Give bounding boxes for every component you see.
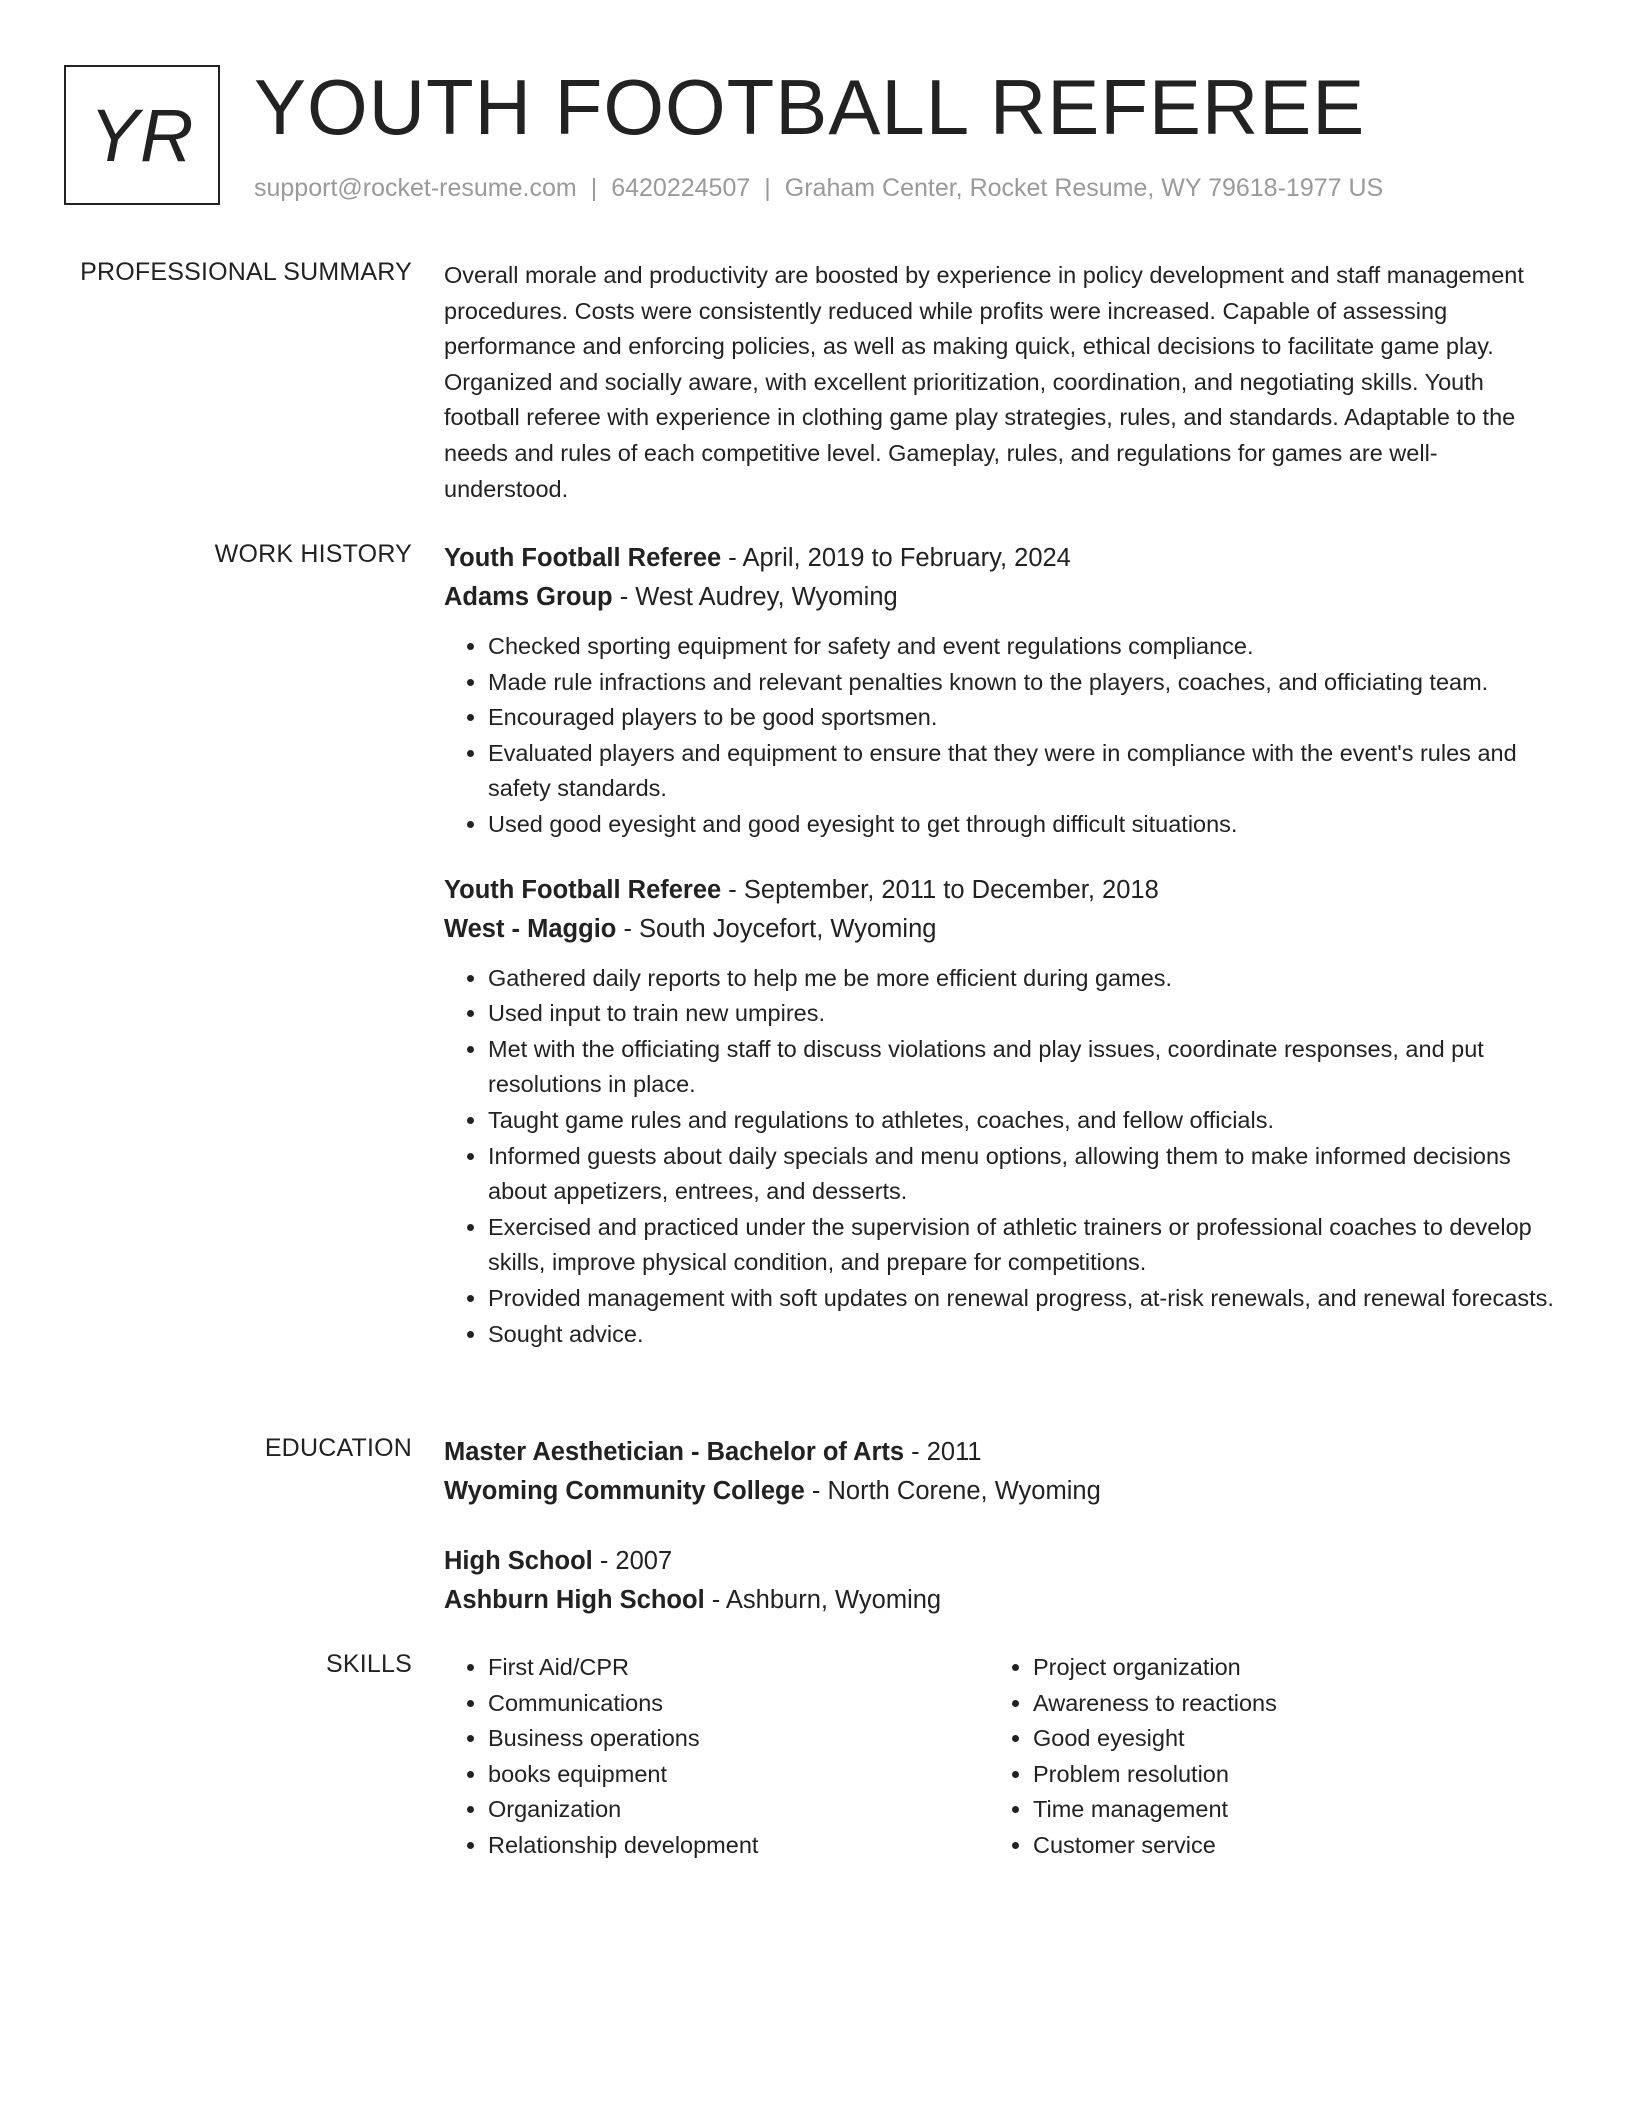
list-item: • Exercised and practiced under the supervision of athletic trainers or professional coaches to develop skills, improve physical condition, and prepare for competitions. [488,1210,1554,1281]
skills-list [444,1650,984,1864]
skills-list [989,1650,1529,1864]
school-line [444,1472,1554,1511]
contact-line [254,174,1383,203]
list-item: • Sought advice. [488,1317,1554,1353]
contact-address: Graham Center, Rocket Resume, WY 79618-1977 US [784,174,1384,202]
job-title-line [444,871,1554,910]
job-title: Youth Football Referee [444,544,722,572]
list-item: • Awareness to reactions [1033,1686,1529,1722]
job-entry [444,871,1554,1353]
contact-separator: | [764,174,771,202]
list-item: • Provided management with soft updates on renewal progress, at-risk renewals, and renewal forecasts. [488,1281,1554,1317]
job-dates: - September, 2011 to December, 2018 [721,875,1159,904]
job-title: Youth Football Referee [444,875,722,904]
school-name: Ashburn High School [444,1586,705,1614]
job-company-line [444,578,1554,617]
education-body [444,1433,1554,1620]
list-item: • Gathered daily reports to help me be more efficient during games. [488,961,1554,997]
contact-email: support@rocket-resume.com [254,174,577,202]
skills-column-right [989,1650,1529,1864]
work-history-body [444,539,1554,1352]
job-entry [444,539,1554,843]
work-history-heading: WORK HISTORY [214,540,412,568]
job-company-line [444,910,1554,949]
monogram-logo: YR [64,65,220,205]
list-item: • Made rule infractions and relevant penalties known to the players, coaches, and officiating team. [488,665,1554,701]
degree-line [444,1433,1554,1472]
list-item: • First Aid/CPR [488,1650,984,1686]
job-title-line [444,539,1554,578]
list-item: • Time management [1033,1792,1529,1828]
degree: Master Aesthetician - Bachelor of Arts [444,1438,905,1466]
list-item: • Informed guests about daily specials and menu options, allowing them to make informed decisions about appetizers, entrees, and desserts. [488,1139,1554,1210]
contact-separator: | [590,174,598,202]
skills-heading: SKILLS [326,1650,412,1678]
degree-line [444,1542,1554,1581]
list-item: • Business operations [488,1721,984,1757]
school-line [444,1581,1554,1620]
job-location: - West Audrey, Wyoming [612,583,898,611]
education-heading: EDUCATION [264,1434,412,1462]
resume-title: YOUTH FOOTBALL REFEREE [254,63,1366,151]
school-location: - Ashburn, Wyoming [704,1586,942,1614]
list-item: • Checked sporting equipment for safety and event regulations compliance. [488,629,1554,665]
job-company: Adams Group [444,583,613,611]
list-item: • Encouraged players to be good sportsmen. [488,700,1554,736]
list-item: • Problem resolution [1033,1757,1529,1793]
summary-heading: PROFESSIONAL SUMMARY [80,258,412,286]
degree-year: - 2011 [904,1438,982,1466]
list-item: • Customer service [1033,1828,1529,1864]
contact-phone: 6420224507 [611,174,751,202]
list-item: • Communications [488,1686,984,1722]
degree-year: - 2007 [592,1547,673,1575]
list-item: • Used good eyesight and good eyesight to get through difficult situations. [488,807,1554,843]
job-company: West - Maggio [444,914,617,943]
skills-column-left [444,1650,984,1864]
job-location: - South Joycefort, Wyoming [616,914,937,943]
list-item: • Taught game rules and regulations to athletes, coaches, and fellow officials. [488,1103,1554,1139]
summary-body [444,258,1554,507]
education-entry [444,1542,1554,1620]
job-dates: - April, 2019 to February, 2024 [721,544,1071,572]
list-item: • books equipment [488,1757,984,1793]
degree: High School [444,1547,593,1575]
list-item: • Project organization [1033,1650,1529,1686]
list-item: • Met with the officiating staff to discuss violations and play issues, coordinate responses, and put resolutions in place. [488,1032,1554,1103]
job-duties [444,961,1554,1353]
list-item: • Organization [488,1792,984,1828]
list-item: • Used input to train new umpires. [488,996,1554,1032]
resume-header [64,65,1564,210]
school-location: - North Corene, Wyoming [804,1477,1101,1505]
school-name: Wyoming Community College [444,1477,805,1505]
list-item: • Evaluated players and equipment to ensure that they were in compliance with the event's rules and safety standards. [488,736,1554,807]
list-item: • Good eyesight [1033,1721,1529,1757]
list-item: • Relationship development [488,1828,984,1864]
summary-text: Overall morale and productivity are boosted by experience in policy development and staff management procedures. Costs were consistently reduced while profits were increased. Capable of assessing performance and enforcing policies, as well as making quick, ethical decisions to facilitate game play. Organized and socially aware, with excellent prioritization, coordination, and negotiating skills. Youth football referee with experience in clothing game play strategies, rules, and standards. Adaptable to the needs and rules of each competitive level. Gameplay, rules, and regulations for games are well-understood. [444,262,1524,502]
job-duties [444,629,1554,843]
education-entry [444,1433,1554,1511]
